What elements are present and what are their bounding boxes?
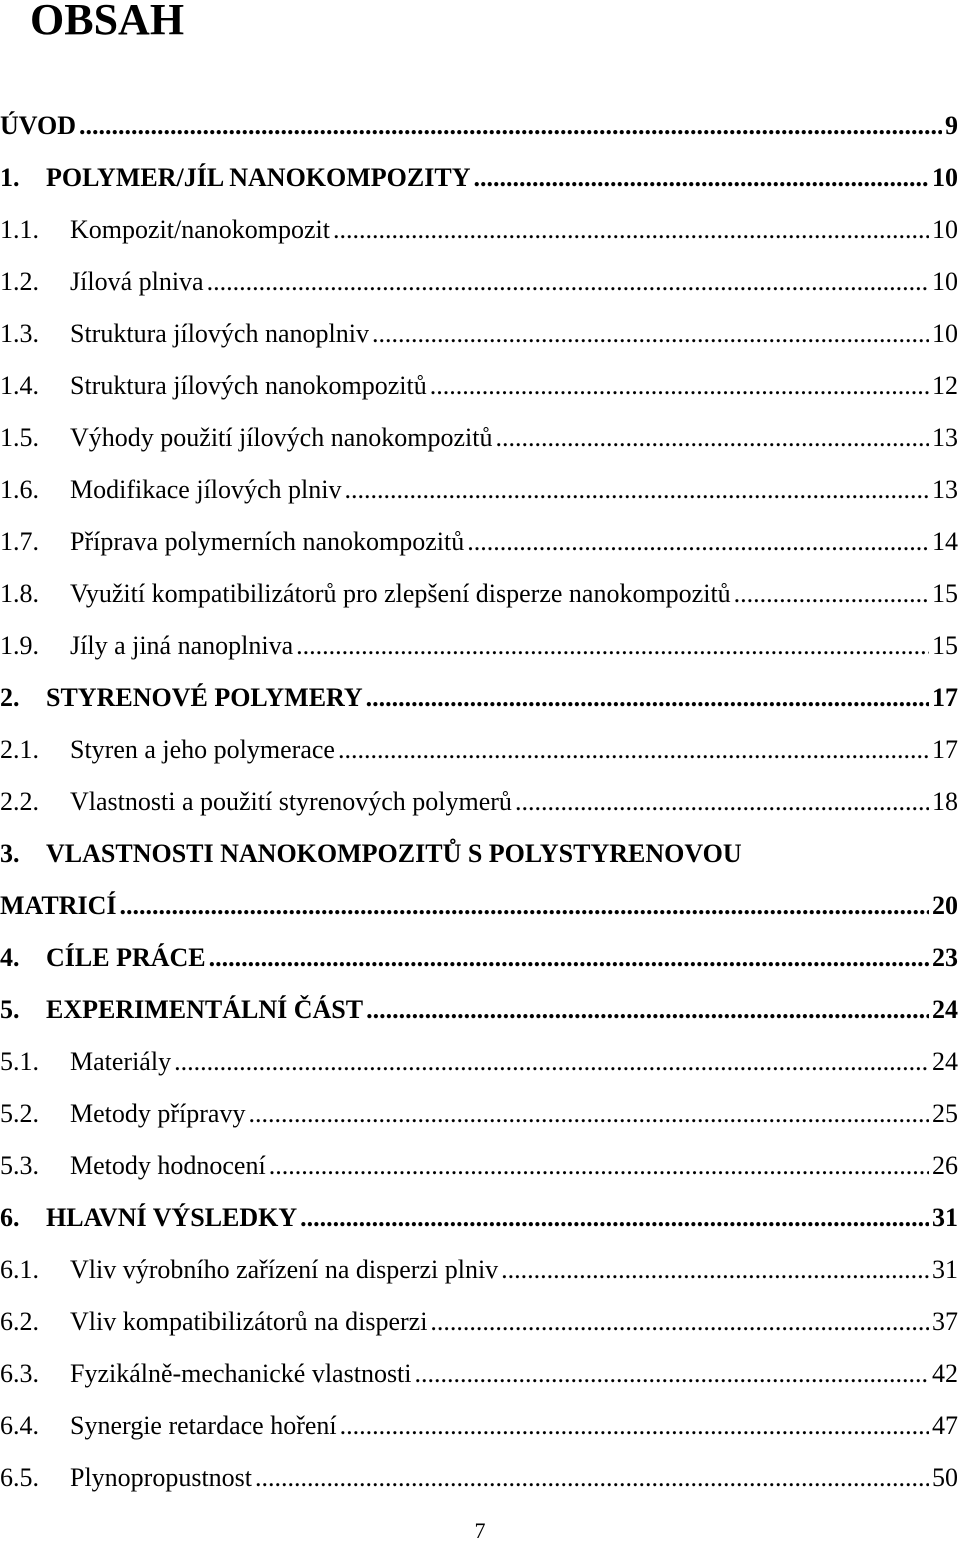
toc-entry-number: 6. xyxy=(0,1203,20,1232)
toc-entry-number: 1.3. xyxy=(0,319,39,348)
toc-entry[interactable] xyxy=(0,308,960,360)
toc-entry-page: 31 xyxy=(932,1203,958,1232)
toc-entry-label: Kompozit/nanokompozit xyxy=(70,215,330,244)
toc-entry-label: Vliv výrobního zařízení na disperzi plniv xyxy=(70,1255,499,1284)
toc-entry-number: 1.5. xyxy=(0,423,39,452)
toc-entry-page: 17 xyxy=(932,735,958,764)
toc-entry-label: Příprava polymerních nanokompozitů xyxy=(70,527,465,556)
toc-entry-number: 2.1. xyxy=(0,735,39,764)
toc-entry-number: 6.1. xyxy=(0,1255,39,1284)
table-of-contents xyxy=(0,100,960,1504)
toc-entry-number: 4. xyxy=(0,943,20,972)
toc-entry-label: Jílová plniva xyxy=(70,267,204,296)
toc-entry-label: Modifikace jílových plniv xyxy=(70,475,342,504)
toc-entry-number: 3. xyxy=(0,839,20,868)
toc-entry[interactable] xyxy=(0,1348,960,1400)
toc-leader-dots xyxy=(366,995,929,1025)
toc-entry-page: 9 xyxy=(945,111,958,140)
toc-leader-dots xyxy=(734,579,929,609)
toc-entry[interactable] xyxy=(0,204,960,256)
toc-entry-label: Metody přípravy xyxy=(70,1099,246,1128)
toc-entry-page: 14 xyxy=(932,527,958,556)
toc-leader-dots xyxy=(345,475,929,505)
toc-leader-dots xyxy=(209,943,929,973)
toc-leader-dots xyxy=(372,319,929,349)
toc-leader-dots xyxy=(430,371,929,401)
toc-entry-label: Jíly a jiná nanoplniva xyxy=(70,631,294,660)
toc-entry-number: 6.5. xyxy=(0,1463,39,1492)
toc-entry-label: Struktura jílových nanokompozitů xyxy=(70,371,427,400)
toc-leader-dots xyxy=(340,1411,929,1441)
toc-entry-number: 6.2. xyxy=(0,1307,39,1336)
toc-entry-label: Synergie retardace hoření xyxy=(70,1411,337,1440)
toc-entry[interactable] xyxy=(0,568,960,620)
toc-entry-label: EXPERIMENTÁLNÍ ČÁST xyxy=(46,995,364,1024)
toc-entry-label: HLAVNÍ VÝSLEDKY xyxy=(46,1203,298,1232)
toc-leader-dots xyxy=(207,267,929,297)
toc-leader-dots xyxy=(248,1099,929,1129)
toc-entry-number: 1.6. xyxy=(0,475,39,504)
toc-entry[interactable] xyxy=(0,464,960,516)
toc-entry-page: 24 xyxy=(932,1047,958,1076)
toc-entry-page: 10 xyxy=(932,267,958,296)
toc-entry-page: 18 xyxy=(932,787,958,816)
toc-entry[interactable] xyxy=(0,672,960,724)
toc-entry[interactable] xyxy=(0,152,960,204)
toc-entry[interactable] xyxy=(0,620,960,672)
toc-entry-number: 5.2. xyxy=(0,1099,39,1128)
toc-leader-dots xyxy=(333,215,929,245)
toc-entry[interactable] xyxy=(0,1400,960,1452)
toc-entry[interactable] xyxy=(0,100,960,152)
toc-entry-label: Styren a jeho polymerace xyxy=(70,735,335,764)
toc-leader-dots xyxy=(338,735,929,765)
toc-entry-number: 1. xyxy=(0,163,20,192)
toc-entry[interactable] xyxy=(0,516,960,568)
toc-entry-page: 10 xyxy=(932,215,958,244)
toc-entry[interactable] xyxy=(0,776,960,828)
toc-entry-page: 42 xyxy=(932,1359,958,1388)
toc-entry-page: 23 xyxy=(932,943,958,972)
toc-entry-page: 26 xyxy=(932,1151,958,1180)
toc-leader-dots xyxy=(415,1359,929,1389)
toc-entry-number: 6.4. xyxy=(0,1411,39,1440)
toc-entry[interactable] xyxy=(0,1140,960,1192)
toc-entry[interactable] xyxy=(0,1244,960,1296)
toc-entry-number: 1.4. xyxy=(0,371,39,400)
toc-entry[interactable] xyxy=(0,256,960,308)
toc-entry-label: Vlastnosti a použití styrenových polymerů xyxy=(70,787,512,816)
toc-entry[interactable] xyxy=(0,984,960,1036)
toc-entry-label: Materiály xyxy=(70,1047,172,1076)
toc-entry-number: 1.8. xyxy=(0,579,39,608)
toc-entry-label: ÚVOD xyxy=(0,111,77,140)
toc-entry[interactable] xyxy=(0,360,960,412)
toc-entry[interactable] xyxy=(0,724,960,776)
toc-entry-number: 6.3. xyxy=(0,1359,39,1388)
toc-entry-label: Výhody použití jílových nanokompozitů xyxy=(70,423,493,452)
toc-entry-page: 50 xyxy=(932,1463,958,1492)
toc-leader-dots xyxy=(430,1307,929,1337)
toc-entry-page: 10 xyxy=(932,163,958,192)
toc-entry[interactable] xyxy=(0,1296,960,1348)
toc-entry[interactable] xyxy=(0,1036,960,1088)
toc-entry-page: 47 xyxy=(932,1411,958,1440)
toc-leader-dots xyxy=(174,1047,929,1077)
toc-leader-dots xyxy=(467,527,929,557)
toc-entry-number: 2.2. xyxy=(0,787,39,816)
page-title: OBSAH xyxy=(30,0,185,44)
toc-entry-number: 5. xyxy=(0,995,20,1024)
toc-entry-label: Plynopropustnost xyxy=(70,1463,253,1492)
toc-entry-page: 10 xyxy=(932,319,958,348)
toc-leader-dots xyxy=(495,423,929,453)
toc-entry[interactable] xyxy=(0,1192,960,1244)
toc-leader-dots xyxy=(473,163,929,193)
toc-leader-dots xyxy=(120,891,929,921)
toc-leader-dots xyxy=(296,631,929,661)
toc-entry-number: 5.3. xyxy=(0,1151,39,1180)
toc-entry-label: Využití kompatibilizátorů pro zlepšení disperze nanokompozitů xyxy=(70,579,731,608)
toc-entry-number: 5.1. xyxy=(0,1047,39,1076)
toc-entry-page: 15 xyxy=(932,631,958,660)
toc-entry-page: 31 xyxy=(932,1255,958,1284)
toc-entry-page: 12 xyxy=(932,371,958,400)
toc-entry-number: 1.7. xyxy=(0,527,39,556)
toc-entry-page: 25 xyxy=(932,1099,958,1128)
toc-entry-label: Struktura jílových nanoplniv xyxy=(70,319,369,348)
toc-entry-label: Fyzikálně-mechanické vlastnosti xyxy=(70,1359,412,1388)
toc-entry-page: 37 xyxy=(932,1307,958,1336)
toc-entry-page: 24 xyxy=(932,995,958,1024)
toc-entry-label: CÍLE PRÁCE xyxy=(46,943,206,972)
toc-entry-label: STYRENOVÉ POLYMERY xyxy=(46,683,363,712)
toc-entry-label-continued: MATRICÍ xyxy=(0,891,117,920)
toc-entry-wrapped[interactable] xyxy=(0,828,960,932)
toc-entry-page: 15 xyxy=(932,579,958,608)
toc-entry-label: POLYMER/JÍL NANOKOMPOZITY xyxy=(46,163,471,192)
toc-entry-number: 2. xyxy=(0,683,20,712)
toc-entry-page: 13 xyxy=(932,423,958,452)
toc-entry-number: 1.1. xyxy=(0,215,39,244)
page-number: 7 xyxy=(474,1518,486,1543)
toc-entry-number: 1.2. xyxy=(0,267,39,296)
toc-leader-dots xyxy=(79,111,942,141)
toc-entry-page: 17 xyxy=(932,683,958,712)
toc-leader-dots xyxy=(501,1255,929,1285)
toc-entry[interactable] xyxy=(0,1452,960,1504)
toc-entry-label: Vliv kompatibilizátorů na disperzi xyxy=(70,1307,428,1336)
toc-entry-label: VLASTNOSTI NANOKOMPOZITŮ S POLYSTYRENOVOU xyxy=(46,839,742,868)
toc-entry-number: 1.9. xyxy=(0,631,39,660)
toc-leader-dots xyxy=(366,683,929,713)
toc-leader-dots xyxy=(269,1151,929,1181)
toc-entry-page: 13 xyxy=(932,475,958,504)
toc-entry[interactable] xyxy=(0,1088,960,1140)
toc-entry-label: Metody hodnocení xyxy=(70,1151,266,1180)
toc-entry[interactable] xyxy=(0,412,960,464)
toc-entry[interactable] xyxy=(0,932,960,984)
toc-entry-page: 20 xyxy=(932,891,958,920)
toc-leader-dots xyxy=(255,1463,929,1493)
toc-leader-dots xyxy=(515,787,929,817)
toc-leader-dots xyxy=(300,1203,929,1233)
